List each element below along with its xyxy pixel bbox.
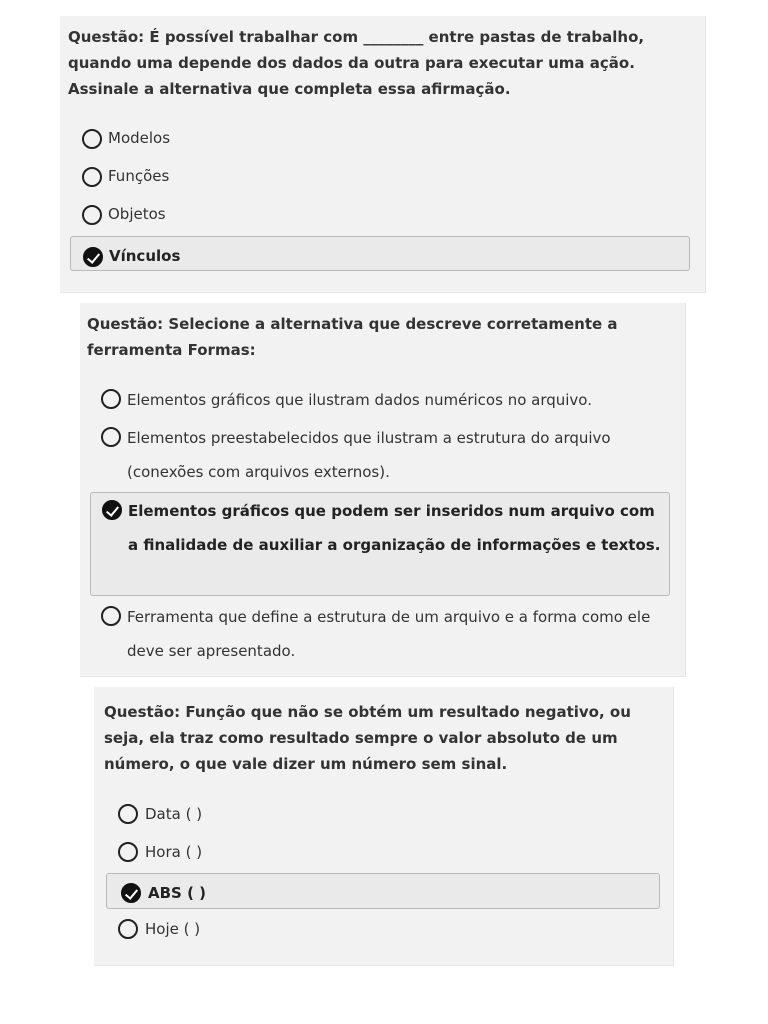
radio-unchecked-icon[interactable] xyxy=(118,919,138,939)
radio-unchecked-icon[interactable] xyxy=(82,205,102,225)
radio-unchecked-icon[interactable] xyxy=(101,606,121,626)
option-elementos-preestabelecidos[interactable] xyxy=(90,420,670,490)
option-objetos[interactable] xyxy=(70,195,690,233)
question-card-2 xyxy=(80,303,686,677)
radio-unchecked-icon[interactable] xyxy=(118,842,138,862)
option-label: Hora ( ) xyxy=(145,843,203,861)
question-card-1 xyxy=(60,16,706,293)
option-abs[interactable] xyxy=(106,873,660,909)
question-card-3 xyxy=(94,687,674,966)
question-text: Questão: Selecione a alternativa que descreve corretamente a ferramenta Formas: xyxy=(87,315,618,359)
option-hora[interactable] xyxy=(104,833,659,871)
option-label: Elementos preestabelecidos que ilustram a estrutura do arquivo (conexões com arquivos externos). xyxy=(127,429,611,481)
option-label: Elementos gráficos que podem ser inseridos num arquivo com a finalidade de auxiliar a organização de informações e textos. xyxy=(128,502,661,554)
option-label: Ferramenta que define a estrutura de um arquivo e a forma como ele deve ser apresentado. xyxy=(127,608,651,660)
option-label: Data ( ) xyxy=(145,805,203,823)
option-vinculos[interactable] xyxy=(70,236,690,271)
option-label: ABS ( ) xyxy=(148,884,207,902)
option-modelos[interactable] xyxy=(70,119,690,157)
radio-unchecked-icon[interactable] xyxy=(101,427,121,447)
radio-unchecked-icon[interactable] xyxy=(82,167,102,187)
option-label: Elementos gráficos que ilustram dados numéricos no arquivo. xyxy=(127,391,592,409)
radio-unchecked-icon[interactable] xyxy=(118,804,138,824)
option-label: Vínculos xyxy=(109,247,181,265)
option-label: Funções xyxy=(108,167,170,185)
radio-checked-icon[interactable] xyxy=(121,883,141,903)
option-label: Objetos xyxy=(108,205,166,223)
option-elementos-graficos-inseridos[interactable] xyxy=(90,492,670,596)
radio-unchecked-icon[interactable] xyxy=(82,129,102,149)
option-funcoes[interactable] xyxy=(70,157,690,195)
question-text: Questão: É possível trabalhar com ________ entre pastas de trabalho, quando uma depende dos dados da outra para executar uma ação. Assinale a alternativa que completa essa afirmação. xyxy=(68,28,645,98)
option-ferramenta-estrutura[interactable] xyxy=(90,599,670,669)
option-hoje[interactable] xyxy=(104,910,659,948)
option-label: Hoje ( ) xyxy=(145,920,201,938)
option-data[interactable] xyxy=(104,795,659,833)
radio-unchecked-icon[interactable] xyxy=(101,389,121,409)
question-text: Questão: Função que não se obtém um resultado negativo, ou seja, ela traz como resultado sempre o valor absoluto de um número, o que vale dizer um número sem sinal. xyxy=(104,703,631,773)
option-graficos-numericos[interactable] xyxy=(90,382,670,418)
radio-checked-icon[interactable] xyxy=(102,500,122,520)
option-label: Modelos xyxy=(108,129,171,147)
radio-checked-icon[interactable] xyxy=(83,247,103,267)
